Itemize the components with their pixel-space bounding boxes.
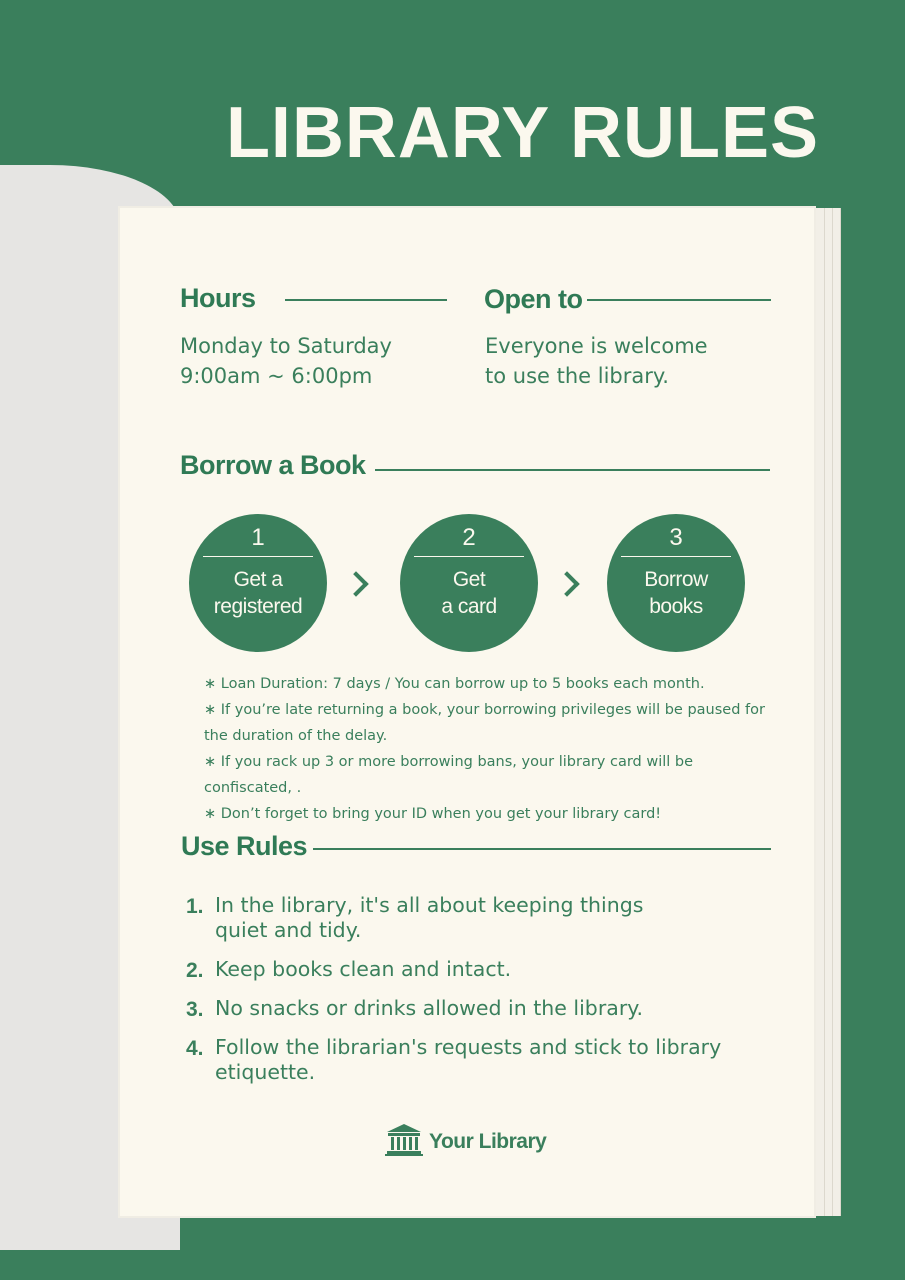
step-divider (203, 556, 313, 557)
use-rules-divider (313, 848, 771, 850)
library-logo (385, 1124, 546, 1160)
step-divider (414, 556, 524, 557)
list-text: Follow the librarian's requests and stick to library etiquette. (215, 1035, 722, 1084)
step-label (607, 566, 745, 620)
page-edge (814, 208, 825, 1216)
step-1-circle (189, 514, 327, 652)
step-label (400, 566, 538, 620)
borrow-divider (375, 469, 770, 471)
note-item: ∗ If you’re late returning a book, your borrowing privileges will be paused for the duration of the delay. (204, 702, 765, 744)
list-item (186, 1035, 806, 1085)
step-divider (621, 556, 731, 557)
list-number: 3. (186, 998, 204, 1021)
step-number: 1 (251, 524, 265, 551)
borrow-heading: Borrow a Book (180, 450, 366, 480)
list-text: No snacks or drinks allowed in the library. (215, 996, 643, 1020)
note-item: ∗ If you rack up 3 or more borrowing bans, your library card will be confiscated, . (204, 754, 694, 796)
step-label-line: Borrow (644, 568, 708, 591)
hours-divider (285, 299, 447, 301)
open-to-line: to use the library. (485, 364, 669, 388)
page-title: LIBRARY RULES (225, 93, 819, 173)
step-label-line: a card (441, 595, 497, 618)
list-number: 4. (186, 1037, 204, 1060)
rules-list (186, 893, 806, 1099)
list-number: 1. (186, 895, 204, 918)
hours-heading: Hours (180, 283, 256, 313)
step-3-circle (607, 514, 745, 652)
list-text: In the library, it's all about keeping things quiet and tidy. (215, 893, 644, 942)
open-to-text (485, 331, 708, 391)
list-number: 2. (186, 959, 204, 982)
open-to-line: Everyone is welcome (485, 334, 708, 358)
step-2-circle (400, 514, 538, 652)
step-label-line: Get (452, 568, 486, 591)
step-label (189, 566, 327, 620)
note-item: ∗ Loan Duration: 7 days / You can borrow up to 5 books each month. (204, 676, 705, 692)
list-item (186, 996, 806, 1021)
step-label-line: Get a (233, 568, 283, 591)
borrow-notes (204, 671, 784, 827)
use-rules-heading: Use Rules (181, 831, 308, 861)
library-building-icon (385, 1123, 423, 1162)
hours-text (180, 331, 392, 391)
note-item: ∗ Don’t forget to bring your ID when you get your library card! (204, 806, 662, 822)
open-to-divider (587, 299, 771, 301)
library-name: Your Library (429, 1130, 547, 1153)
hours-days: Monday to Saturday (180, 334, 392, 358)
list-item (186, 893, 675, 943)
hours-time: 9:00am ~ 6:00pm (180, 364, 373, 388)
step-label-line: registered (213, 595, 303, 618)
step-number: 2 (462, 524, 476, 551)
list-text: Keep books clean and intact. (215, 957, 512, 981)
open-to-heading: Open to (484, 284, 583, 314)
list-item (186, 957, 806, 982)
step-number: 3 (669, 524, 683, 551)
step-label-line: books (649, 595, 703, 618)
